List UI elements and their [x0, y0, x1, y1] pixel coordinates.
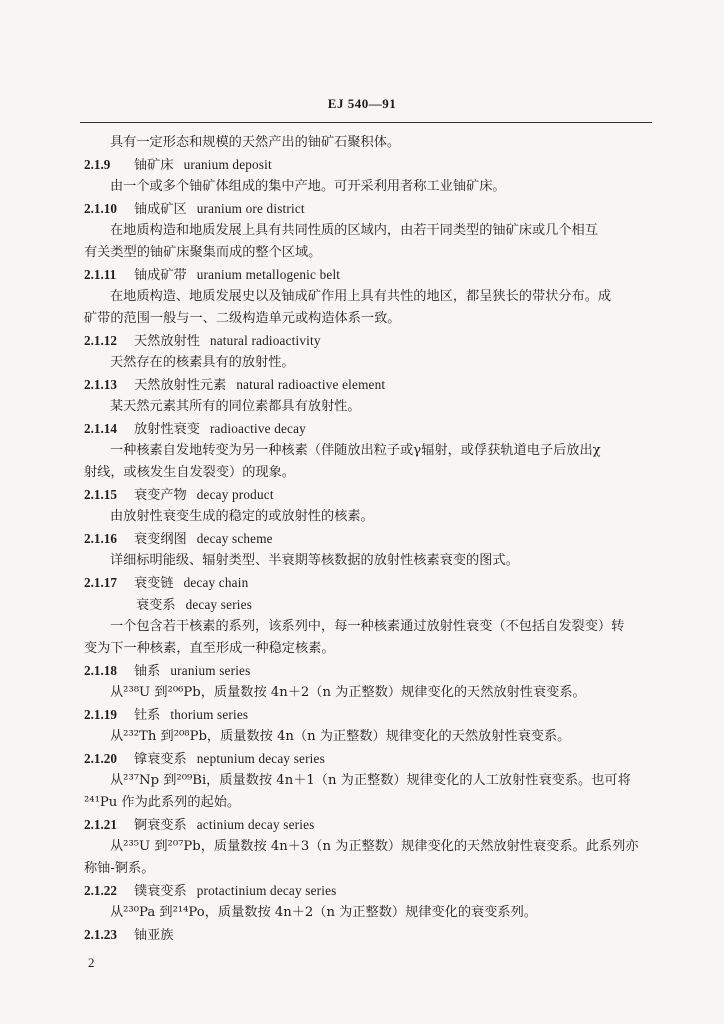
term-number: 2.1.19	[84, 707, 117, 722]
definition-line: 在地质构造和地质发展上具有共同性质的区域内，由若干同类型的铀矿床或几个相互	[110, 223, 598, 238]
page-number: 2	[88, 955, 95, 970]
term-heading	[84, 880, 656, 902]
definition-line: 射线，或核发生自发裂变）的现象。	[84, 465, 295, 480]
term-heading	[84, 198, 656, 220]
term-heading	[84, 704, 656, 726]
term-heading	[84, 814, 656, 836]
definition-line: 由一个或多个铀矿体组成的集中产地。可开采利用者称工业铀矿床。	[110, 179, 506, 194]
term-synonym	[84, 594, 656, 616]
term-english: actinium decay series	[196, 817, 315, 832]
definition-line: 详细标明能级、辐射类型、半衰期等核数据的放射性核素衰变的图式。	[110, 553, 519, 568]
term-number: 2.1.12	[84, 333, 117, 348]
definition-line: 具有一定形态和规模的天然产出的铀矿石聚积体。	[110, 135, 401, 150]
term-english: uranium deposit	[183, 157, 272, 172]
definition-line: 从²³⁵U 到²⁰⁷Pb，质量数按 4n＋3（n 为正整数）规律变化的天然放射性衰变系。此系列亦	[110, 839, 639, 854]
term-heading	[84, 484, 656, 506]
term-chinese: 铀成矿带	[134, 268, 187, 283]
term-english: neptunium decay series	[196, 751, 325, 766]
term-number: 2.1.15	[84, 487, 117, 502]
definition-line: 从²³⁰Pa 到²¹⁴Po，质量数按 4n＋2（n 为正整数）规律变化的衰变系列。	[110, 905, 537, 920]
term-english: protactinium decay series	[196, 883, 337, 898]
term-heading	[84, 264, 656, 286]
definition-line: 矿带的范围一般与一、二级构造单元或构造体系一致。	[84, 311, 401, 326]
term-chinese: 天然放射性	[134, 334, 200, 349]
term-chinese: 铀亚族	[134, 928, 174, 943]
term-chinese: 衰变产物	[134, 488, 187, 503]
term-heading	[84, 660, 656, 682]
term-english: decay chain	[183, 575, 249, 590]
term-english: uranium series	[170, 663, 251, 678]
term-chinese: 锕衰变系	[134, 818, 187, 833]
term-number: 2.1.21	[84, 817, 117, 832]
term-chinese: 衰变纲图	[134, 532, 187, 547]
term-heading	[84, 924, 656, 946]
term-number: 2.1.14	[84, 421, 117, 436]
term-english: natural radioactivity	[209, 333, 321, 348]
term-english: uranium ore district	[196, 201, 305, 216]
definition-line: 称铀-锕系。	[84, 861, 155, 876]
definition-line: ²⁴¹Pu 作为此系列的起始。	[84, 795, 241, 810]
term-chinese: 镎衰变系	[134, 752, 187, 767]
term-heading	[84, 154, 656, 176]
term-chinese: 铀系	[134, 664, 161, 679]
term-number: 2.1.17	[84, 575, 117, 590]
definition-line: 从²³⁷Np 到²⁰⁹Bi，质量数按 4n＋1（n 为正整数）规律变化的人工放射性衰变系。也可将	[110, 773, 631, 788]
term-number: 2.1.23	[84, 927, 117, 942]
term-number: 2.1.9	[84, 157, 111, 172]
definition-line: 一种核素自发地转变为另一种核素（伴随放出粒子或γ辐射，或俘获轨道电子后放出χ	[110, 443, 601, 458]
term-chinese: 天然放射性元素	[134, 378, 227, 393]
term-number: 2.1.13	[84, 377, 117, 392]
definition-line: 一个包含若干核素的系列，该系列中，每一种核素通过放射性衰变（不包括自发裂变）转	[110, 619, 625, 634]
term-heading	[84, 572, 656, 594]
term-number: 2.1.10	[84, 201, 117, 216]
term-chinese: 铀成矿区	[134, 202, 187, 217]
term-chinese: 放射性衰变	[134, 422, 200, 437]
term-number: 2.1.18	[84, 663, 117, 678]
definition-line: 变为下一种核素，直至形成一种稳定核素。	[84, 641, 335, 656]
definition-line: 从²³²Th 到²⁰⁸Pb，质量数按 4n（n 为正整数）规律变化的天然放射性衰变系。	[110, 729, 571, 744]
term-english: uranium metallogenic belt	[196, 267, 341, 282]
term-number: 2.1.20	[84, 751, 117, 766]
definition-line: 天然存在的核素具有的放射性。	[110, 355, 295, 370]
definition-line: 由放射性衰变生成的稳定的或放射性的核素。	[110, 509, 374, 524]
term-number: 2.1.22	[84, 883, 117, 898]
definition-line: 从²³⁸U 到²⁰⁶Pb，质量数按 4n＋2（n 为正整数）规律变化的天然放射性衰变系。	[110, 685, 586, 700]
term-heading	[84, 374, 656, 396]
term-english: radioactive decay	[209, 421, 306, 436]
header-rule	[80, 122, 652, 123]
term-english: decay product	[196, 487, 274, 502]
term-heading	[84, 748, 656, 770]
document-body	[84, 132, 656, 946]
term-heading	[84, 330, 656, 352]
term-english: thorium series	[170, 707, 249, 722]
term-heading	[84, 418, 656, 440]
term-chinese: 钍系	[134, 708, 161, 723]
page-header: EJ 540—91	[327, 96, 397, 111]
term-english: natural radioactive element	[236, 377, 386, 392]
definition-line: 有关类型的铀矿床聚集而成的整个区域。	[84, 245, 322, 260]
term-english: decay series	[185, 597, 253, 612]
term-number: 2.1.16	[84, 531, 117, 546]
term-chinese: 衰变系	[136, 598, 176, 613]
term-chinese: 铀矿床	[134, 158, 174, 173]
term-number: 2.1.11	[84, 267, 117, 282]
definition-line: 某天然元素其所有的同位素都具有放射性。	[110, 399, 361, 414]
term-english: decay scheme	[196, 531, 273, 546]
term-heading	[84, 528, 656, 550]
term-chinese: 衰变链	[134, 576, 174, 591]
term-chinese: 镤衰变系	[134, 884, 187, 899]
definition-line: 在地质构造、地质发展史以及铀成矿作用上具有共性的地区，都呈狭长的带状分布。成	[110, 289, 612, 304]
